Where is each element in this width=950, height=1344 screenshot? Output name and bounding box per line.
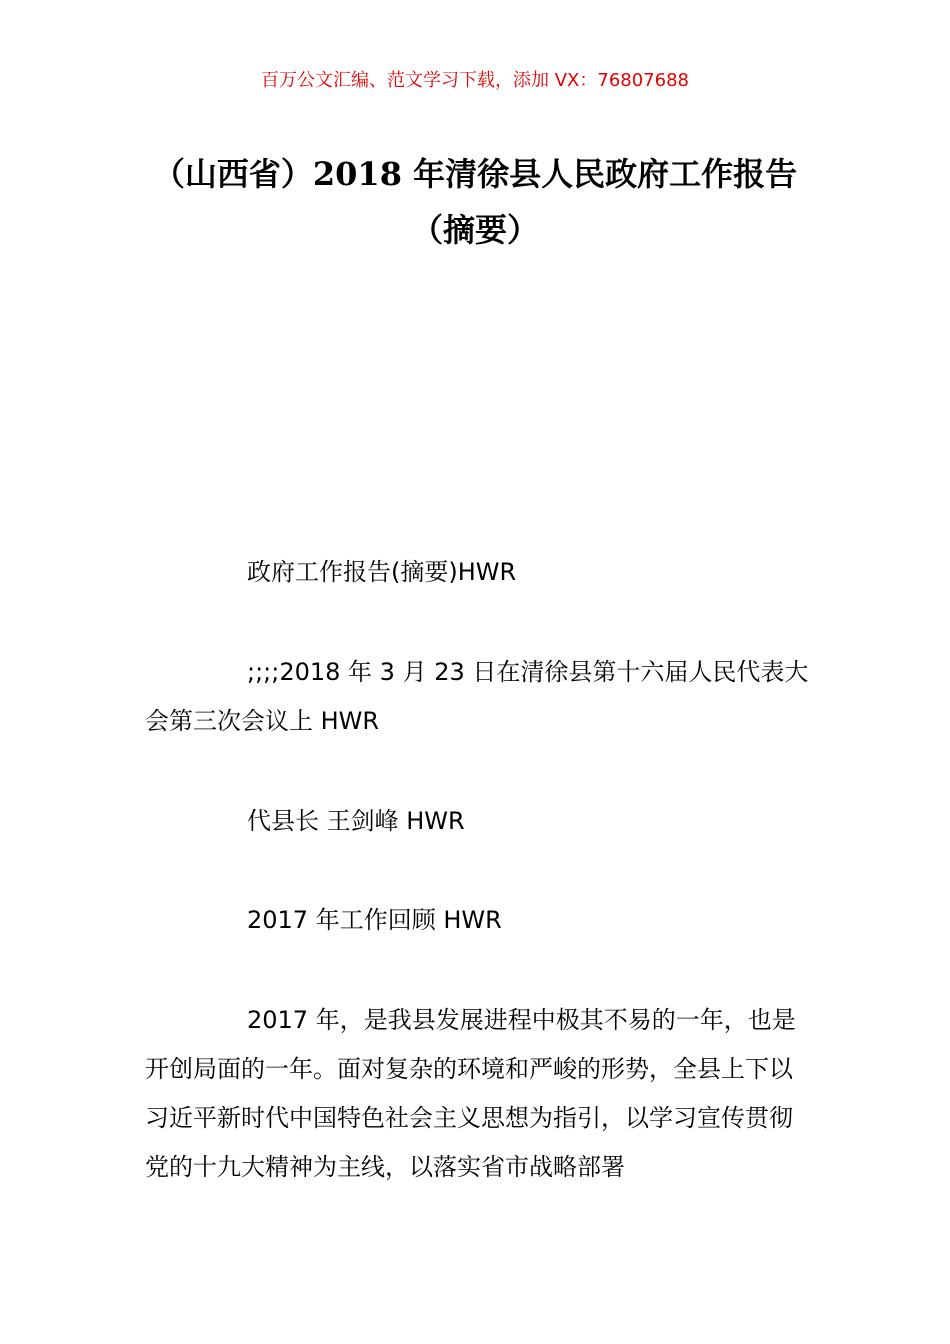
speaker-paragraph: 代县长 王剑峰 HWR [247,807,465,835]
date-paragraph: ;;;;2018 年 3 月 23 日在清徐县第十六届人民代表大会第三次会议上 HWR [145,658,809,735]
document-title: （山西省）2018 年清徐县人民政府工作报告（摘要） [152,155,798,249]
subtitle-paragraph: 政府工作报告(摘要)HWR [247,558,517,586]
review-paragraph: 2017 年，是我县发展进程中极其不易的一年，也是开创局面的一年。面对复杂的环境和严峻的形势，全县上下以习近平新时代中国特色社会主义思想为指引，以学习宣传贯彻党的十九大精神为主线，以落实省市战略部署 [145,1006,796,1181]
section-heading: 2017 年工作回顾 HWR [247,906,502,934]
header-note: 百万公文汇编、范文学习下载，添加 VX：76807688 [261,70,689,91]
